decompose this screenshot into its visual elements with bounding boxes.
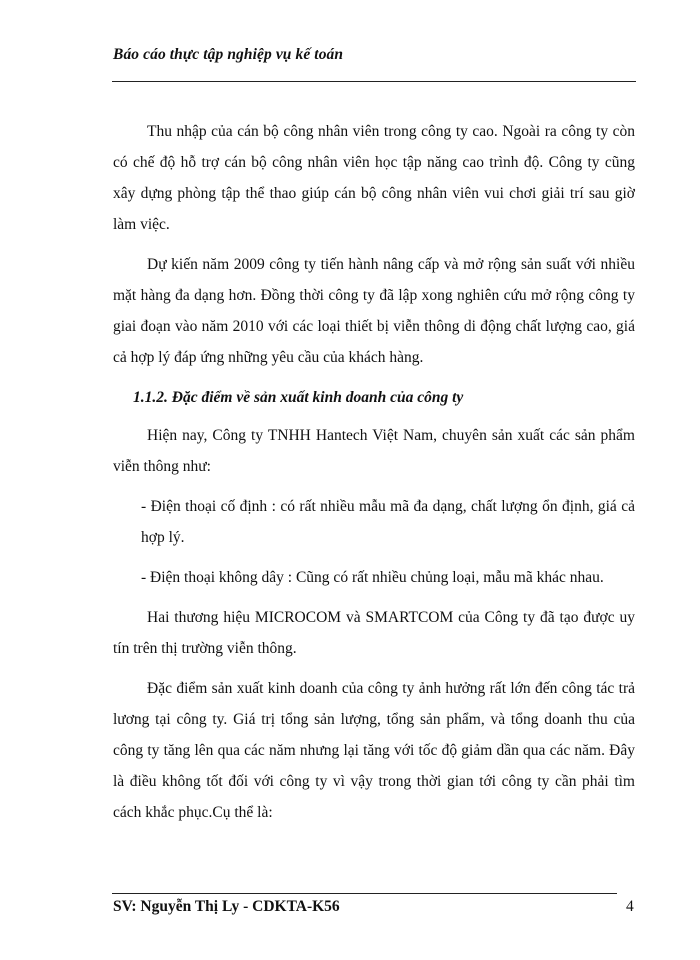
bullet-fixed-phone: - Điện thoại cố định : có rất nhiều mẫu mã đa dạng, chất lượng ổn định, giá cả hợp lý. (141, 498, 635, 546)
paragraph-products-intro: Hiện nay, Công ty TNHH Hantech Việt Nam, chuyên sản xuất các sản phẩm viễn thông như: (113, 427, 635, 475)
paragraph-plan-2009: Dự kiến năm 2009 công ty tiến hành nâng cấp và mở rộng sản suất với nhiều mặt hàng đa dạng hơn. Đồng thời công ty đã lập xong nghiên cứu mở rộng công ty giai đoạn vào năm 2010 với các loại thiết bị viễn thông di động chất lượng cao, giá cả hợp lý đáp ứng những yêu cầu của khách hàng. (113, 256, 635, 366)
section-heading: 1.1.2. Đặc điểm về sản xuất kinh doanh của công ty (133, 389, 464, 406)
paragraph-business-impact: Đặc điểm sản xuất kinh doanh của công ty ảnh hưởng rất lớn đến công tác trả lương tại công ty. Giá trị tổng sản lượng, tổng sản phẩm, và tổng doanh thu của công ty tăng lên qua các năm nhưng lại tăng với tốc độ giảm dần qua các năm. Đây là điều không tốt đối với công ty vì vậy trong thời gian tới công ty cần phải tìm cách khắc phục.Cụ thể là: (113, 680, 635, 821)
paragraph-income: Thu nhập của cán bộ công nhân viên trong công ty cao. Ngoài ra công ty còn có chế độ hỗ trợ cán bộ công nhân viên học tập năng cao trình độ. Công ty cũng xây dựng phòng tập thể thao giúp cán bộ công nhân viên vui chơi giải trí sau giờ làm việc. (113, 123, 635, 233)
footer-divider (112, 893, 617, 894)
footer-author: SV: Nguyễn Thị Ly - CDKTA-K56 (113, 898, 340, 915)
header-divider (112, 81, 636, 82)
paragraph-brands: Hai thương hiệu MICROCOM và SMARTCOM của Công ty đã tạo được uy tín trên thị trường viễn thông. (113, 609, 635, 657)
page-number: 4 (626, 898, 634, 915)
page-header-title: Báo cáo thực tập nghiệp vụ kế toán (113, 46, 344, 63)
bullet-wireless-phone: - Điện thoại không dây : Cũng có rất nhiều chủng loại, mẫu mã khác nhau. (141, 569, 604, 586)
document-body (113, 116, 635, 837)
